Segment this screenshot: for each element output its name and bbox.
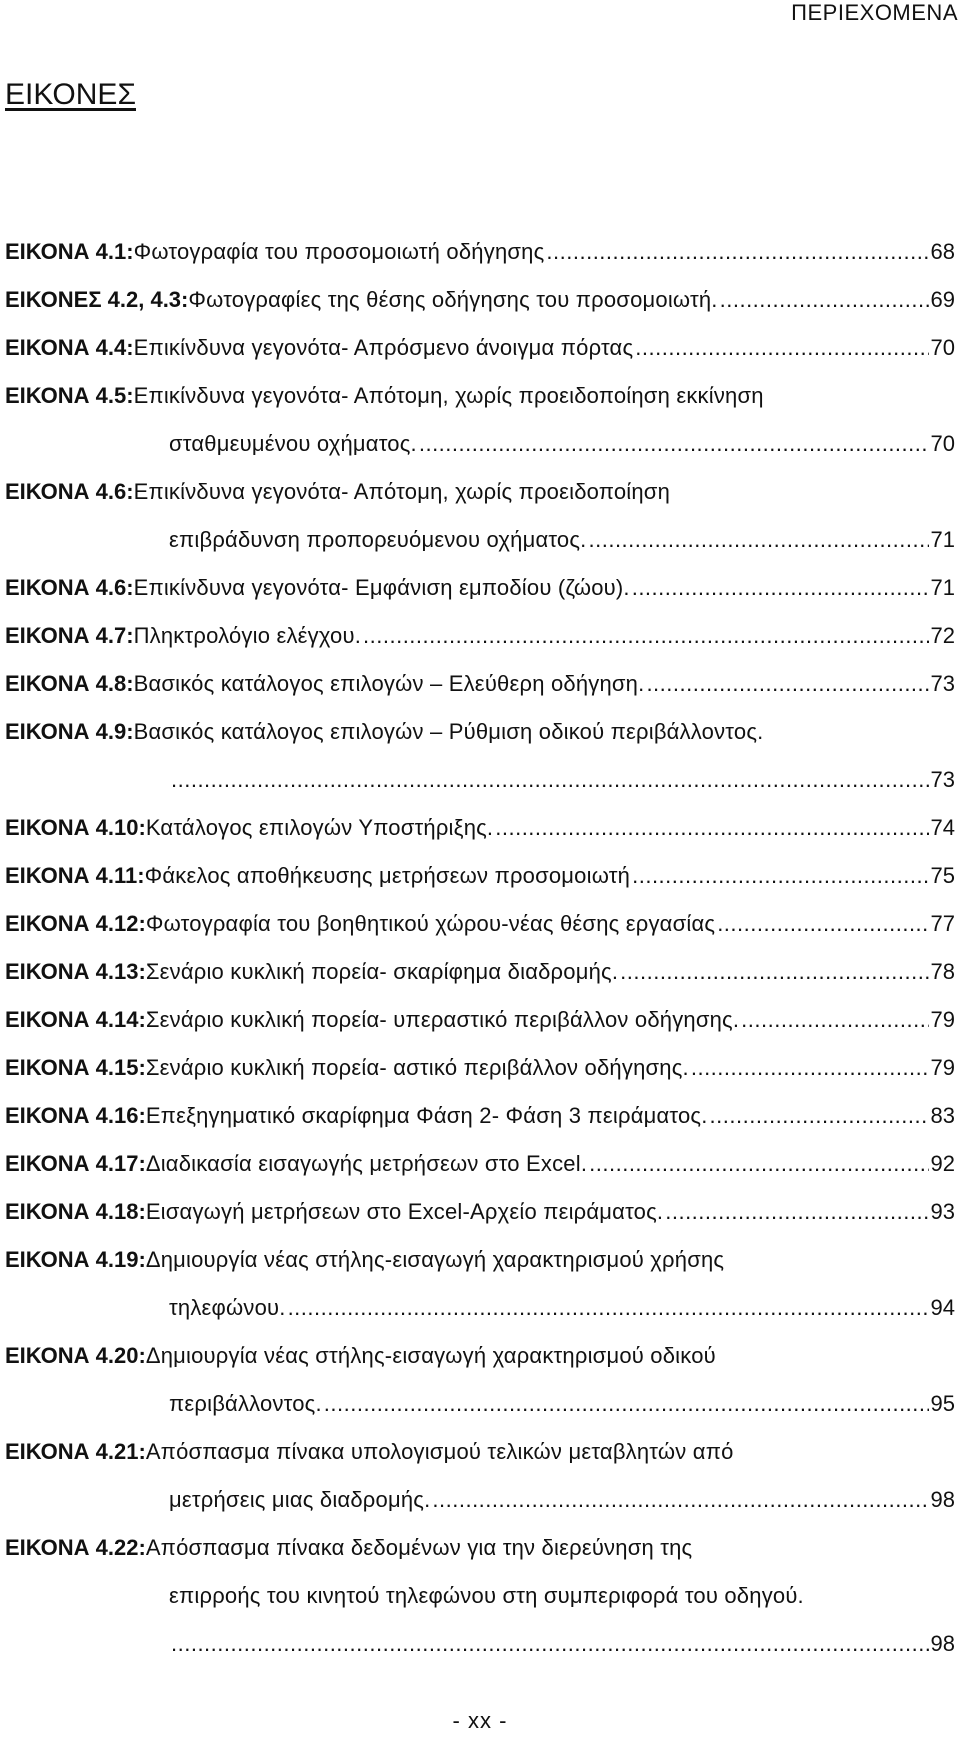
- page-ref[interactable]: 72: [930, 623, 955, 648]
- figure-caption: επιβράδυνση προπορευόμενου οχήματος.: [169, 527, 587, 552]
- page-ref[interactable]: 74: [930, 815, 955, 840]
- page-ref[interactable]: 69: [930, 287, 955, 312]
- figure-caption: Φάκελος αποθήκευσης μετρήσεων προσομοιωτή: [144, 863, 631, 888]
- toc-entry[interactable]: [5, 804, 955, 852]
- figure-label: ΕΙΚΟΝΑ 4.13:: [5, 959, 146, 984]
- figure-caption: Πληκτρολόγιο ελέγχου.: [133, 623, 362, 648]
- figure-caption: Απόσπασμα πίνακα υπολογισμού τελικών μεταβλητών από: [145, 1439, 734, 1464]
- figure-label: ΕΙΚΟΝΑ 4.1:: [5, 239, 134, 264]
- figure-caption: Δημιουργία νέας στήλης-εισαγωγή χαρακτηρισμού οδικού: [145, 1343, 716, 1368]
- figure-label: ΕΙΚΟΝΑ 4.16:: [5, 1103, 146, 1128]
- toc-entry[interactable]: [5, 516, 955, 564]
- figure-label: ΕΙΚΟΝΑ 4.7:: [5, 623, 134, 648]
- dot-leader: [741, 996, 928, 1044]
- toc-entry[interactable]: [5, 1524, 955, 1572]
- figure-caption: Δημιουργία νέας στήλης-εισαγωγή χαρακτηρισμού χρήσης: [145, 1247, 725, 1272]
- figure-caption: Σενάριο κυκλική πορεία- σκαρίφημα διαδρομής.: [145, 959, 619, 984]
- dot-leader: [620, 948, 928, 996]
- toc-entry[interactable]: [5, 1620, 955, 1668]
- figure-label: ΕΙΚΟΝΑ 4.14:: [5, 1007, 146, 1032]
- page-ref[interactable]: 94: [930, 1295, 955, 1320]
- dot-leader: [171, 756, 929, 804]
- figure-label: ΕΙΚΟΝΑ 4.20:: [5, 1343, 146, 1368]
- figure-caption: Απόσπασμα πίνακα δεδομένων για την διερεύνηση της: [145, 1535, 693, 1560]
- dot-leader: [589, 516, 929, 564]
- page-ref[interactable]: 75: [930, 863, 955, 888]
- dot-leader: [324, 1380, 929, 1428]
- page-ref[interactable]: 68: [930, 239, 955, 264]
- figure-caption: Φωτογραφίες της θέσης οδήγησης του προσομοιωτή.: [188, 287, 718, 312]
- toc-entry[interactable]: [5, 1284, 955, 1332]
- toc-entry[interactable]: [5, 1236, 955, 1284]
- toc-entry[interactable]: [5, 756, 955, 804]
- figure-label: ΕΙΚΟΝΑ 4.17:: [5, 1151, 146, 1176]
- dot-leader: [691, 1044, 929, 1092]
- figure-caption: επιρροής του κινητού τηλεφώνου στη συμπεριφορά του οδηγού.: [169, 1583, 804, 1608]
- dot-leader: [419, 420, 929, 468]
- figure-label: ΕΙΚΟΝΑ 4.11:: [5, 863, 145, 888]
- page-ref[interactable]: 70: [930, 431, 955, 456]
- figure-caption: Επικίνδυνα γεγονότα- Απότομη, χωρίς προειδοποίηση: [133, 479, 671, 504]
- dot-leader: [632, 564, 929, 612]
- toc-entry[interactable]: [5, 468, 955, 516]
- figure-caption: Εισαγωγή μετρήσεων στο Excel-Αρχείο πειράματος.: [145, 1199, 664, 1224]
- toc-entry[interactable]: [5, 1092, 955, 1140]
- dot-leader: [363, 612, 929, 660]
- figure-label: ΕΙΚΟΝΑ 4.19:: [5, 1247, 146, 1272]
- figure-label: ΕΙΚΟΝΑ 4.15:: [5, 1055, 146, 1080]
- figure-label: ΕΙΚΟΝΑ 4.9:: [5, 719, 134, 744]
- page-ref[interactable]: 70: [930, 335, 955, 360]
- dot-leader: [546, 228, 928, 276]
- dot-leader: [432, 1476, 928, 1524]
- page-number: - xx -: [452, 1708, 508, 1733]
- toc-entry[interactable]: [5, 1188, 955, 1236]
- toc-entry[interactable]: [5, 420, 955, 468]
- dot-leader: [720, 276, 929, 324]
- page-ref[interactable]: 79: [930, 1007, 955, 1032]
- toc-entry[interactable]: [5, 996, 955, 1044]
- list-of-figures: [5, 228, 955, 1668]
- toc-entry[interactable]: [5, 1380, 955, 1428]
- toc-entry[interactable]: [5, 372, 955, 420]
- figure-label: ΕΙΚΟΝΑ 4.5:: [5, 383, 134, 408]
- page-ref[interactable]: 77: [930, 911, 955, 936]
- page-ref[interactable]: 98: [930, 1631, 955, 1656]
- figure-label: ΕΙΚΟΝΑ 4.18:: [5, 1199, 146, 1224]
- dot-leader: [665, 1188, 928, 1236]
- figure-caption: Σενάριο κυκλική πορεία- αστικό περιβάλλον οδήγησης.: [145, 1055, 689, 1080]
- figure-caption: σταθμευμένου οχήματος.: [169, 431, 417, 456]
- toc-entry[interactable]: [5, 276, 955, 324]
- figure-label: ΕΙΚΟΝΑ 4.21:: [5, 1439, 146, 1464]
- dot-leader: [710, 1092, 929, 1140]
- toc-entry[interactable]: [5, 948, 955, 996]
- figure-caption: Επικίνδυνα γεγονότα- Εμφάνιση εμποδίου (ζώου).: [133, 575, 630, 600]
- figure-caption: Επεξηγηματικό σκαρίφημα Φάση 2- Φάση 3 πειράματος.: [145, 1103, 708, 1128]
- figure-caption: Κατάλογος επιλογών Υποστήριξης.: [145, 815, 494, 840]
- toc-entry[interactable]: [5, 564, 955, 612]
- figure-label: ΕΙΚΟΝΑ 4.6:: [5, 479, 134, 504]
- figure-caption: Φωτογραφία του βοηθητικού χώρου-νέας θέσης εργασίας: [145, 911, 716, 936]
- page-ref[interactable]: 83: [930, 1103, 955, 1128]
- page-ref[interactable]: 98: [930, 1487, 955, 1512]
- page-ref[interactable]: 73: [930, 767, 955, 792]
- figure-caption: Επικίνδυνα γεγονότα- Απρόσμενο άνοιγμα πόρτας: [133, 335, 634, 360]
- toc-entry[interactable]: [5, 1572, 955, 1620]
- toc-entry[interactable]: [5, 1332, 955, 1380]
- page-ref[interactable]: 79: [930, 1055, 955, 1080]
- toc-entry[interactable]: [5, 228, 955, 276]
- page-ref[interactable]: 78: [930, 959, 955, 984]
- page-ref[interactable]: 92: [930, 1151, 955, 1176]
- page-ref[interactable]: 73: [930, 671, 955, 696]
- figure-label: ΕΙΚΟΝΑ 4.10:: [5, 815, 146, 840]
- toc-entry[interactable]: [5, 324, 955, 372]
- figure-caption: Διαδικασία εισαγωγής μετρήσεων στο Excel.: [145, 1151, 588, 1176]
- running-header: ΠΕΡΙΕΧΟΜΕΝΑ: [791, 0, 958, 25]
- page-ref[interactable]: 71: [930, 527, 955, 552]
- dot-leader: [589, 1140, 928, 1188]
- toc-entry[interactable]: [5, 1428, 955, 1476]
- page-ref[interactable]: 71: [930, 575, 955, 600]
- dot-leader: [288, 1284, 929, 1332]
- figure-label: ΕΙΚΟΝΑ 4.6:: [5, 575, 134, 600]
- figure-caption: περιβάλλοντος.: [169, 1391, 322, 1416]
- toc-entry[interactable]: [5, 852, 955, 900]
- dot-leader: [717, 900, 928, 948]
- figure-caption: μετρήσεις μιας διαδρομής.: [169, 1487, 431, 1512]
- dot-leader: [495, 804, 928, 852]
- toc-entry[interactable]: [5, 660, 955, 708]
- figure-label: ΕΙΚΟΝΑ 4.12:: [5, 911, 146, 936]
- figure-caption: Σενάριο κυκλική πορεία- υπεραστικό περιβάλλον οδήγησης.: [145, 1007, 740, 1032]
- figure-caption: Βασικός κατάλογος επιλογών – Ελεύθερη οδήγηση.: [133, 671, 645, 696]
- toc-entry[interactable]: [5, 1476, 955, 1524]
- figure-label: ΕΙΚΟΝΑ 4.22:: [5, 1535, 146, 1560]
- toc-entry[interactable]: [5, 1140, 955, 1188]
- dot-leader: [646, 660, 928, 708]
- figure-caption: τηλεφώνου.: [169, 1295, 286, 1320]
- figure-label: ΕΙΚΟΝΑ 4.4:: [5, 335, 134, 360]
- toc-entry[interactable]: [5, 1044, 955, 1092]
- dot-leader: [171, 1620, 929, 1668]
- figure-label: ΕΙΚΟΝΕΣ 4.2, 4.3:: [5, 287, 189, 312]
- figure-label: ΕΙΚΟΝΑ 4.8:: [5, 671, 134, 696]
- dot-leader: [635, 324, 928, 372]
- section-heading: ΕΙΚΟΝΕΣ: [5, 78, 136, 111]
- toc-entry[interactable]: [5, 612, 955, 660]
- toc-entry[interactable]: [5, 900, 955, 948]
- toc-entry[interactable]: [5, 708, 955, 756]
- page-ref[interactable]: 93: [930, 1199, 955, 1224]
- page-ref[interactable]: 95: [930, 1391, 955, 1416]
- figure-caption: Επικίνδυνα γεγονότα- Απότομη, χωρίς προειδοποίηση εκκίνηση: [133, 383, 764, 408]
- figure-caption: Βασικός κατάλογος επιλογών – Ρύθμιση οδικού περιβάλλοντος.: [133, 719, 764, 744]
- figure-caption: Φωτογραφία του προσομοιωτή οδήγησης: [133, 239, 545, 264]
- dot-leader: [632, 852, 928, 900]
